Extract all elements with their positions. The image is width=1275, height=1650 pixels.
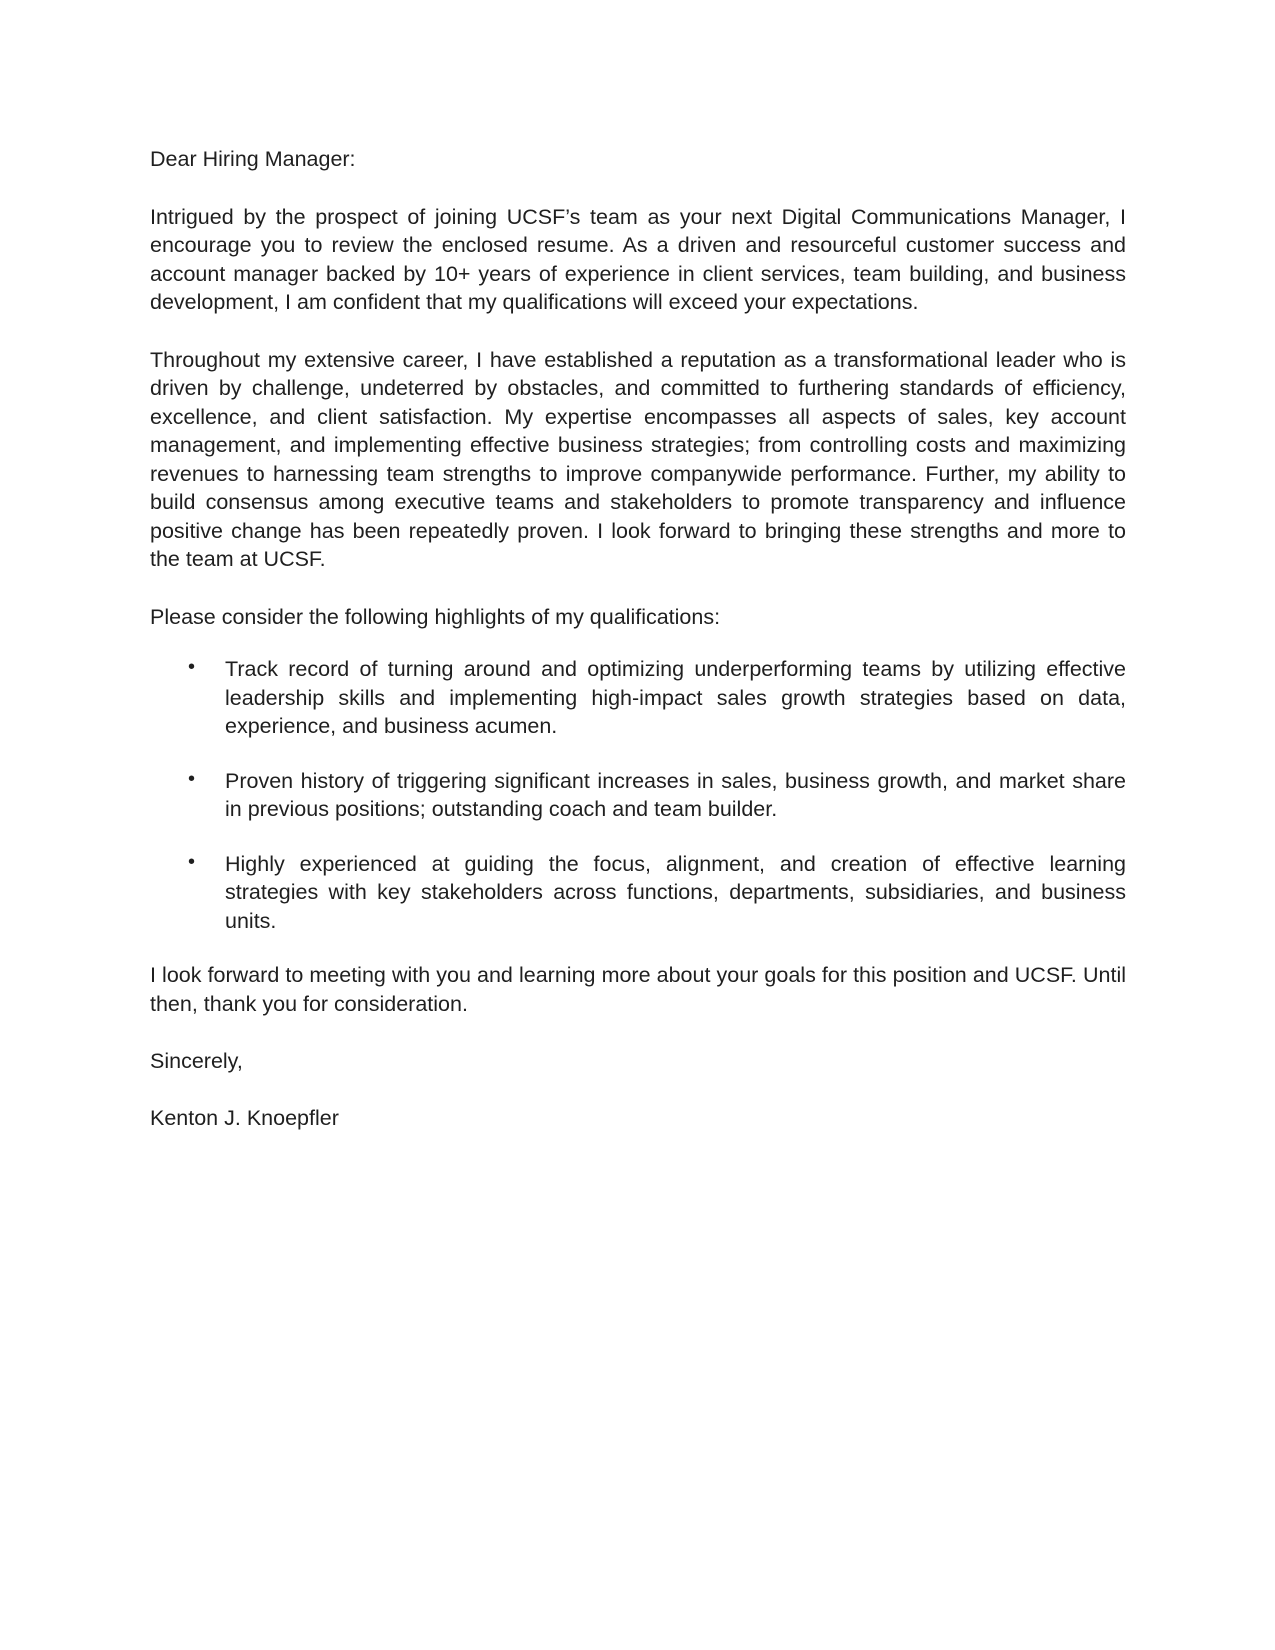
highlight-text: Track record of turning around and optimizing underperforming teams by utilizing effective leadership skills and implementing high-impact sales growth strategies based on data, experience, and business acumen. xyxy=(225,657,1126,738)
highlights-intro: Please consider the following highlights of my qualifications: xyxy=(150,604,721,629)
bullet-icon: • xyxy=(188,850,196,873)
highlight-item xyxy=(150,850,1126,936)
cover-letter xyxy=(150,145,1126,1132)
signature-name: Kenton J. Knoepfler xyxy=(150,1105,339,1130)
intro-paragraph: Intrigued by the prospect of joining UCSF’s team as your next Digital Communications Manager, I encourage you to review the enclosed resume. As a driven and resourceful customer success and account manager backed by 10+ years of experience in client services, team building, and business development, I am confident that my qualifications will exceed your expectations. xyxy=(150,204,1126,314)
highlight-text: Highly experienced at guiding the focus, alignment, and creation of effective learning strategies with key stakeholders across functions, departments, subsidiaries, and business units. xyxy=(225,851,1126,933)
career-paragraph: Throughout my extensive career, I have established a reputation as a transformational leader who is driven by challenge, undeterred by obstacles, and committed to furthering standards of efficiency, excellence, and client satisfaction. My expertise encompasses all aspects of sales, key account management, and implementing effective business strategies; from controlling costs and maximizing revenues to harnessing team strengths to improve companywide performance. Further, my ability to build consensus among executive teams and stakeholders to promote transparency and influence positive change has been repeatedly proven. I look forward to bringing these strengths and more to the team at UCSF. xyxy=(150,347,1126,571)
salutation: Dear Hiring Manager: xyxy=(150,147,356,171)
highlight-item xyxy=(150,767,1126,824)
bullet-icon: • xyxy=(188,656,196,678)
closing-phrase: Sincerely, xyxy=(150,1049,243,1073)
bullet-icon: • xyxy=(188,767,196,790)
highlight-item xyxy=(150,655,1126,741)
closing-paragraph: I look forward to meeting with you and learning more about your goals for this position and UCSF. Until then, thank you for consideration. xyxy=(150,963,1126,1016)
highlight-text: Proven history of triggering significant increases in sales, business growth, and market share in previous positions; outstanding coach and team builder. xyxy=(225,768,1126,821)
highlights-list xyxy=(150,655,1126,935)
